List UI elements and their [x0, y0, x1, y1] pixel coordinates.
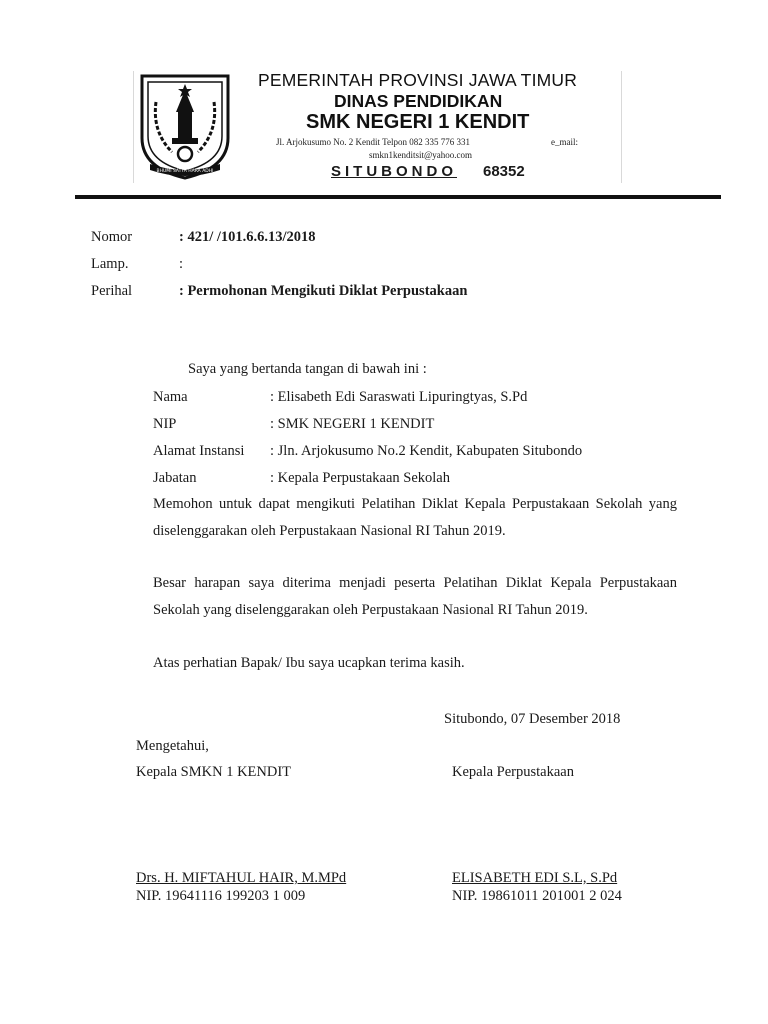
identity-label-nama: Nama [153, 389, 188, 405]
letterhead-government: PEMERINTAH PROVINSI JAWA TIMUR [258, 70, 578, 90]
paragraph-hope: Besar harapan saya diterima menjadi peserta Pelatihan Diklat Kepala Perpustakaan Sekolah yang diselenggarakan oleh Perpustakaan Nasional RI Tahun 2019. [153, 575, 677, 618]
letterhead-department: DINAS PENDIDIKAN [334, 91, 503, 111]
mengetahui-label: Mengetahui, [136, 738, 209, 754]
logo-motto: BHUMI SATYA HARA ADHI [156, 169, 214, 174]
letterhead-zip: 68352 [483, 163, 525, 180]
letterhead-email: smkn1kenditsit@yahoo.com [369, 150, 473, 160]
letterhead-divider [75, 195, 721, 199]
identity-label-nip: NIP [153, 416, 177, 432]
lamp-label: Lamp. [91, 256, 129, 272]
place-date: Situbondo, 07 Desember 2018 [444, 711, 621, 727]
identity-value-alamat: : Jln. Arjokusumo No.2 Kendit, Kabupaten Situbondo [270, 443, 583, 459]
right-signatory-nip: NIP. 19861011 201001 2 024 [452, 888, 622, 904]
letterhead-address: Jl. Arjokusumo No. 2 Kendit Telpon 082 335 776 331 [276, 137, 470, 147]
paragraph-request: Memohon untuk dapat mengikuti Pelatihan Diklat Kepala Perpustakaan Sekolah yang diselenggarakan oleh Perpustakaan Nasional RI Tahun 2019. [153, 496, 677, 539]
nomor-label: Nomor [91, 229, 133, 245]
letterhead-email-label: e_mail: [551, 137, 578, 147]
east-java-coat-of-arms-icon [136, 72, 234, 180]
nomor-value: : 421/ /101.6.6.13/2018 [179, 229, 316, 245]
identity-value-nip: : SMK NEGERI 1 KENDIT [270, 416, 435, 432]
intro-text: Saya yang bertanda tangan di bawah ini : [188, 361, 427, 377]
paragraph-thanks: Atas perhatian Bapak/ Ibu saya ucapkan terima kasih. [153, 655, 465, 671]
identity-label-jabatan: Jabatan [153, 470, 197, 486]
perihal-value: : Permohonan Mengikuti Diklat Perpustakaan [179, 283, 468, 299]
left-signatory-title: Kepala SMKN 1 KENDIT [136, 764, 292, 780]
right-signatory-name: ELISABETH EDI S.L, S.Pd [452, 870, 618, 886]
identity-value-nama: : Elisabeth Edi Saraswati Lipuringtyas, S.Pd [270, 389, 528, 405]
lamp-value: : [179, 256, 184, 272]
perihal-label: Perihal [91, 283, 133, 299]
identity-value-jabatan: : Kepala Perpustakaan Sekolah [270, 470, 450, 486]
left-signatory-name: Drs. H. MIFTAHUL HAIR, M.MPd [136, 870, 347, 886]
left-signatory-nip: NIP. 19641116 199203 1 009 [136, 888, 306, 904]
right-signatory-title: Kepala Perpustakaan [452, 764, 574, 780]
letterhead-city: SITUBONDO [331, 163, 457, 180]
identity-label-alamat: Alamat Instansi [153, 443, 245, 459]
letterhead-school: SMK NEGERI 1 KENDIT [306, 111, 530, 133]
